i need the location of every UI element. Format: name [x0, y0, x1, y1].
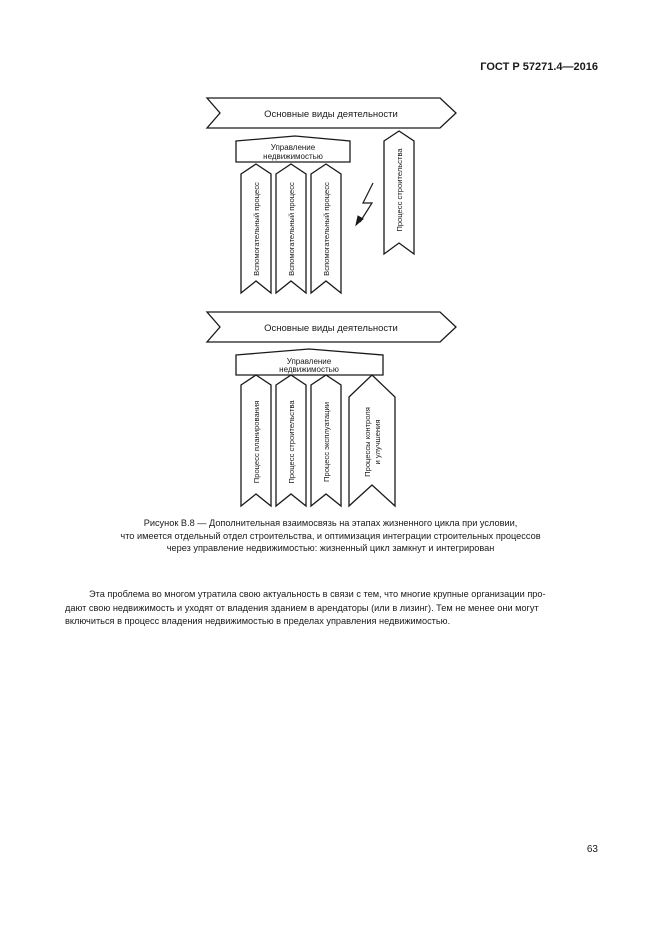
- document-header: ГОСТ Р 57271.4—2016: [480, 61, 598, 73]
- body-paragraph: [65, 588, 596, 629]
- bottom-column-4-label-2: и улучшения: [373, 419, 382, 465]
- top-column-3-label: Вспомогательный процесс: [322, 182, 331, 276]
- caption-line-1: Рисунок В.8 — Дополнительная взаимосвязь на этапах жизненного цикла при условии,: [143, 518, 518, 528]
- bottom-column-4: [349, 375, 395, 506]
- caption-line-3: через управление недвижимостью: жизненный цикл замкнут и интегрирован: [166, 543, 495, 553]
- bottom-column-1-label: Процесс планирования: [252, 400, 261, 484]
- top-column-1-label: Вспомогательный процесс: [252, 182, 261, 276]
- bottom-banner-label: Основные виды деятельности: [264, 323, 398, 334]
- paragraph-line-1: Эта проблема во многом утратила свою актуальность в связи с тем, что многие крупные организации про-: [89, 589, 546, 599]
- bottom-column-2-label: Процесс строительства: [287, 400, 296, 484]
- bottom-column-3-label: Процесс эксплуатации: [322, 402, 331, 482]
- top-management-label-2: недвижимостью: [263, 152, 323, 161]
- bottom-diagram: [207, 312, 456, 506]
- caption-line-2: что имеется отдельный отдел строительства, и оптимизация интеграции строительных процессов: [120, 530, 541, 541]
- bottom-management-label-1: Управление: [286, 357, 332, 366]
- lightning-bolt-icon: [356, 183, 373, 225]
- bottom-management-label-2: недвижимостью: [279, 365, 339, 374]
- top-separate-label: Процесс строительства: [395, 148, 404, 232]
- top-column-2-label: Вспомогательный процесс: [287, 182, 296, 276]
- bottom-column-4-label-1: Процессы контроля: [363, 407, 372, 477]
- paragraph-line-3: включиться в процесс владения недвижимостью в пределах управления недвижимостью.: [65, 616, 451, 626]
- top-management-label-1: Управление: [270, 143, 316, 152]
- figure-caption: [60, 517, 601, 555]
- top-diagram: [207, 98, 456, 293]
- paragraph-line-2: дают свою недвижимость и уходят от владения зданием в арендаторы (или в лизинг). Тем не менее они могут: [65, 602, 539, 613]
- page-number: 63: [586, 844, 598, 855]
- top-banner-label: Основные виды деятельности: [264, 109, 398, 120]
